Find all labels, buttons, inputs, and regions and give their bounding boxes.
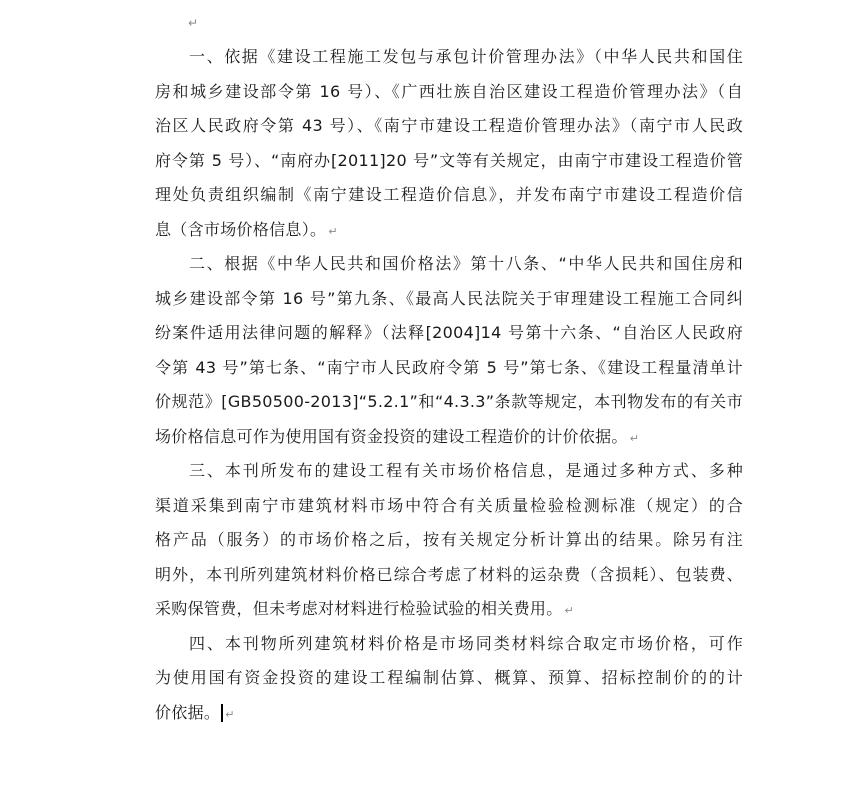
- paragraph-4-line-3: 价依据。 ↵: [155, 702, 235, 722]
- paragraph-2-line-3: 纷案件适用法律问题的解释》（法释[2004]14 号第十六条、“自治区人民政府: [155, 323, 743, 342]
- paragraph-3-line-4: 明外，本刊所列建筑材料价格已综合考虑了材料的运杂费（含损耗）、包装费、: [155, 564, 743, 584]
- paragraph-2-line-1: 二、根据《中华人民共和国价格法》第十八条、“中华人民共和国住房和: [189, 254, 743, 273]
- paragraph-1-line-3: 治区人民政府令第 43 号）、《南宁市建设工程造价管理办法》（南宁市人民政: [155, 116, 743, 135]
- paragraph-1-line-4: 府令第 5 号）、“南府办[2011]20 号”文等有关规定，由南宁市建设工程造价管: [155, 150, 743, 170]
- paragraph-3-line-2: 渠道采集到南宁市建筑材料市场中符合有关质量检验检测标准（规定）的合: [155, 495, 743, 515]
- paragraph-mark-icon: ↵: [188, 16, 199, 30]
- paragraph-1-line-5: 理处负责组织编制《南宁建设工程造价信息》，并发布南宁市建设工程造价信: [155, 185, 743, 204]
- paragraph-mark-icon: ↵: [564, 604, 575, 617]
- paragraph-2-line-4: 令第 43 号”第七条、“南宁市人民政府令第 5 号”第七条、《建设工程量清单计: [155, 357, 743, 377]
- document-body[interactable]: [155, 40, 743, 730]
- paragraph-4-line-1: 四、本刊物所列建筑材料价格是市场同类材料综合取定市场价格，可作: [189, 633, 743, 653]
- paragraph-1-line-1: 一、依据《建设工程施工发包与承包计价管理办法》（中华人民共和国住: [189, 47, 743, 66]
- text-cursor: [221, 704, 223, 722]
- paragraph-2-line-2: 城乡建设部令第 16 号”第九条、《最高人民法院关于审理建设工程施工合同纠: [155, 288, 743, 308]
- paragraph-1-line-2: 房和城乡建设部令第 16 号）、《广西壮族自治区建设工程造价管理办法》（自: [155, 81, 743, 101]
- paragraph-3-line-3: 格产品（服务）的市场价格之后，按有关规定分析计算出的结果。除另有注: [155, 530, 743, 549]
- paragraph-3-line-1: 三、本刊所发布的建设工程有关市场价格信息，是通过多种方式、多种: [189, 461, 743, 480]
- paragraph-2-line-6: 场价格信息可作为使用国有资金投资的建设工程造价的计价依据。 ↵: [155, 426, 640, 446]
- paragraph-4-line-2: 为使用国有资金投资的建设工程编制估算、概算、预算、招标控制价的的计: [155, 668, 743, 687]
- paragraph-3-line-5: 采购保管费，但未考虑对材料进行检验试验的相关费用。 ↵: [155, 599, 575, 618]
- paragraph-mark-icon: ↵: [328, 224, 338, 238]
- paragraph-mark-icon: ↵: [629, 431, 640, 445]
- paragraph-2-line-5: 价规范》[GB50500-2013]“5.2.1”和“4.3.3”条款等规定，本刊物发布的有关市: [155, 392, 743, 411]
- paragraph-1-line-6: 息（含市场价格信息）。 ↵: [155, 219, 338, 239]
- paragraph-mark-icon: ↵: [225, 707, 235, 721]
